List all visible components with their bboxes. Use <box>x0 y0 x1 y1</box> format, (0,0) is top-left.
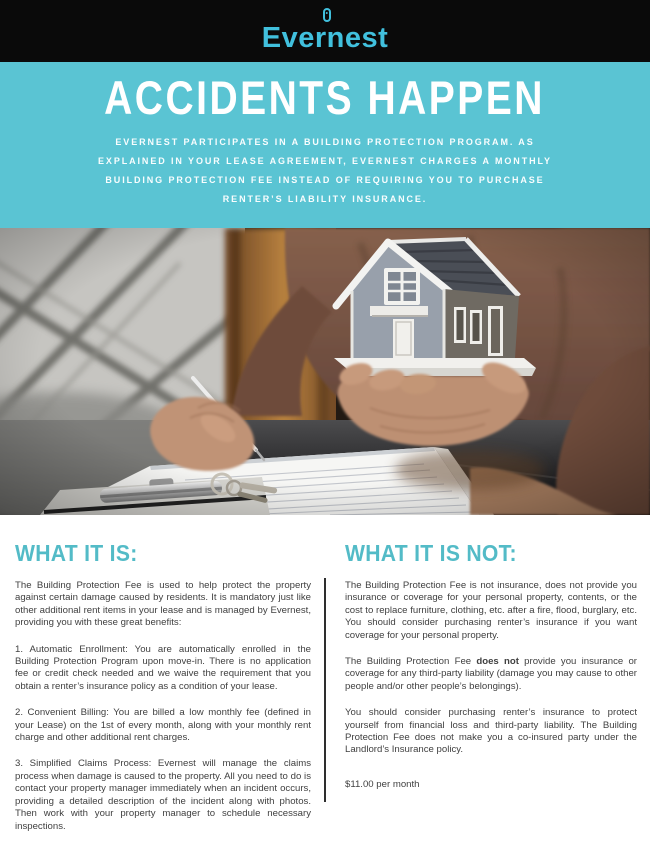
logo-door-icon <box>323 8 331 22</box>
benefit-automatic-enrollment: 1. Automatic Enrollment: You are automatically enrolled in the Building Protection Program upon move-in. There is no application fee or credit check needed and we waive the requirement that you obtain a renter’s insurance policy as a condition of your lease. <box>15 643 311 692</box>
banner-title: ACCIDENTS HAPPEN <box>104 71 546 124</box>
banner-subtitle: EVERNEST PARTICIPATES IN A BUILDING PROTECTION PROGRAM. AS EXPLAINED IN YOUR LEASE AGREEMENT, EVERNEST CHARGES A MONTHLY BUILDING PROTECTION FEE INSTEAD OF REQUIRING YOU TO PURCHASE RENTER’S LIABILITY INSURANCE. <box>98 137 552 204</box>
hero-photo <box>0 228 650 515</box>
evernest-logo <box>262 8 389 55</box>
what-it-is-not-column <box>345 540 637 805</box>
logo-text: Evernest <box>261 21 389 54</box>
para2-post: provide you insurance or coverage for any third-party liability (damage you may cause to other people and/or other people’s belongings). <box>345 656 637 692</box>
what-it-is-heading: WHAT IT IS: <box>15 540 138 566</box>
what-it-is-intro: The Building Protection Fee is used to help protect the property against certain damage caused by residents. It is mandatory just like other additional rent items in your lease and is managed by Evernest, providing you with these great benefits: <box>15 580 311 629</box>
what-it-is-not-heading: WHAT IT IS NOT: <box>345 540 517 566</box>
hero-photo-illustration <box>0 228 650 515</box>
banner <box>0 62 650 228</box>
monthly-price: $11.00 per month <box>345 778 420 790</box>
what-it-is-column <box>15 540 311 841</box>
consider-renters-insurance-paragraph: You should consider purchasing renter’s insurance to protect yourself from financial loss and third-party liability. The Building Protection Fee does not make you a co-insured party under the Landlord’s Insurance policy. <box>345 707 637 756</box>
header-bar <box>0 0 650 62</box>
para2-pre: The Building Protection Fee <box>345 656 477 668</box>
not-insurance-paragraph: The Building Protection Fee is not insurance, does not provide you insurance or coverage for your personal property, contents, or the cost to replace furniture, clothing, etc. after a fire, flood, burglary, etc. You should consider purchasing renter’s insurance if you want coverage for your personal property. <box>345 580 637 641</box>
benefit-convenient-billing: 2. Convenient Billing: You are billed a low monthly fee (defined in your Lease) on the 1st of every month, along with your monthly rent charge and other additional rent charges. <box>15 707 311 744</box>
benefit-simplified-claims: 3. Simplified Claims Process: Evernest will manage the claims process when damage is caused to the property. All you need to do is contact your property manager immediately when an incident occurs, providing a detailed description of the incident along with photos. Then work with your property manager to schedule necessary inspections. <box>15 758 311 832</box>
no-third-party-liability-paragraph <box>345 656 637 693</box>
content-section <box>0 515 650 841</box>
column-divider <box>324 578 326 802</box>
para2-bold: does not <box>476 656 519 668</box>
